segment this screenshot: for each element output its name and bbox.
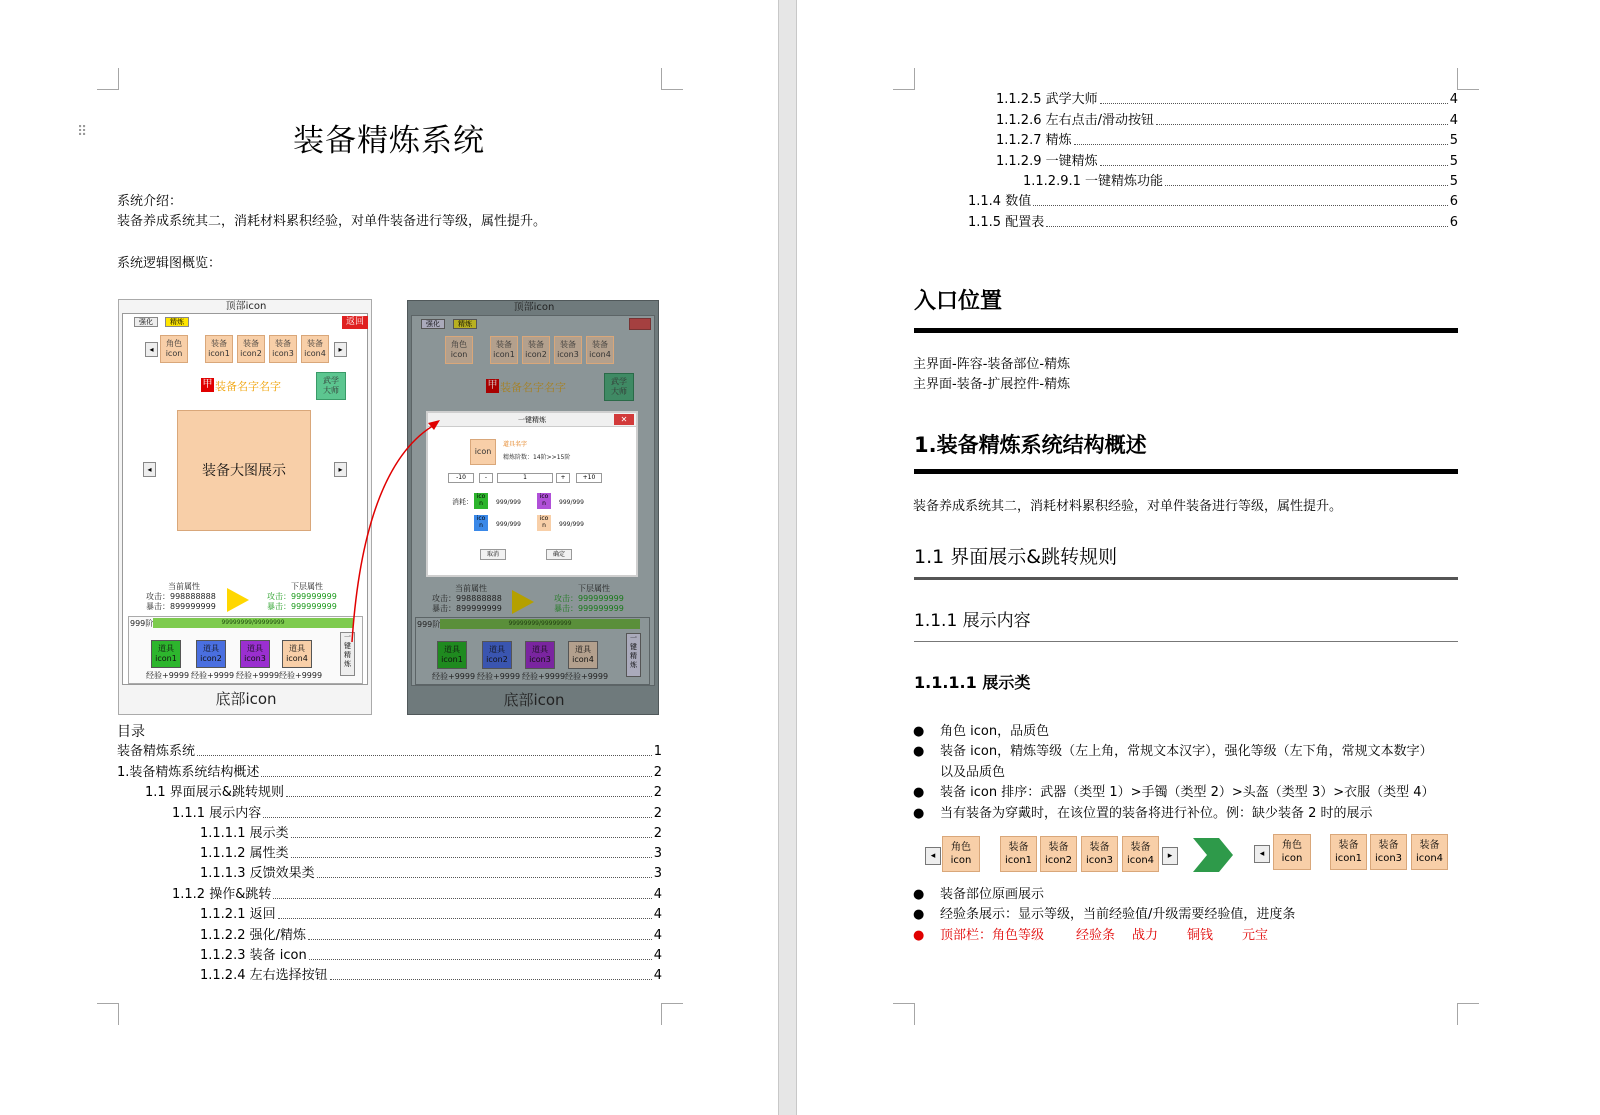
crop-mark xyxy=(893,1003,915,1025)
left-arrow-button[interactable]: ◂ xyxy=(145,342,158,357)
flow-arrow-icon xyxy=(340,410,450,650)
item-icon-4[interactable]: 道具 icon4 xyxy=(568,641,598,669)
cost-value-1: 999/999 xyxy=(496,499,521,506)
top-icon-label: 顶部icon xyxy=(513,302,555,313)
cost-item-icon-4: ico n xyxy=(537,515,551,531)
equip-icon-2[interactable]: 装备 icon2 xyxy=(237,335,265,363)
exp-plus-1: 经验+9999 xyxy=(146,671,190,680)
bullet-dot: ● xyxy=(913,744,925,759)
item-icon-1[interactable]: 道具 icon1 xyxy=(437,641,467,669)
equip-icon-3[interactable]: 装备 icon3 xyxy=(554,336,582,364)
dialog-refine-level: 精炼阶数：14阶>>15阶 xyxy=(503,454,571,461)
cost-item-icon-1: ico n xyxy=(474,493,488,509)
toc-entry[interactable]: 1.1.2.4 左右选择按钮 4 xyxy=(200,968,662,983)
bullet-dot: ● xyxy=(913,724,925,739)
exp-plus-2: 经验+9999 xyxy=(477,672,521,681)
crop-mark xyxy=(1457,1003,1479,1025)
equip-big-image: 装备大图展示 xyxy=(177,410,311,531)
equip-icon-1[interactable]: 装备 icon1 xyxy=(490,336,518,364)
crop-mark xyxy=(893,68,915,90)
toc-entry[interactable]: 1.1.1.1 展示类 2 xyxy=(200,826,662,841)
toc-entry[interactable]: 1.1.1 展示内容 2 xyxy=(172,806,662,821)
level-label: 999阶 xyxy=(417,620,441,629)
quantity-input[interactable]: 1 xyxy=(497,473,553,483)
item-icon-3[interactable]: 道具 icon3 xyxy=(525,641,555,669)
grade-badge: 甲 xyxy=(202,379,213,390)
cost-value-3: 999/999 xyxy=(496,521,521,528)
exp-progress-bar: 99999999/99999999 xyxy=(153,618,353,628)
equip-name: 装备名字名字 xyxy=(215,380,281,393)
crit-current: 暴击：899999999 xyxy=(432,604,502,613)
equip-icon-1: 装备 icon1 xyxy=(1000,836,1037,872)
bottom-icon-label: 底部icon xyxy=(503,691,565,709)
bullet-dot: ● xyxy=(913,806,925,821)
dialog-item-icon: icon xyxy=(470,439,496,465)
next-attr-label: 下层属性 xyxy=(578,584,610,593)
crit-next: 暴击：999999999 xyxy=(267,602,337,611)
heading-rule xyxy=(914,641,1458,642)
red-bullet-part: 铜钱 xyxy=(1187,928,1214,943)
cost-value-2: 999/999 xyxy=(559,499,584,506)
exp-plus-3: 经验+9999 xyxy=(522,672,566,681)
master-button[interactable]: 武学 大师 xyxy=(316,372,346,400)
item-icon-4[interactable]: 道具 icon4 xyxy=(282,640,312,668)
equip-icon-2[interactable]: 装备 icon2 xyxy=(522,336,550,364)
arrow-right-icon xyxy=(227,588,249,612)
item-icon-1[interactable]: 道具 icon1 xyxy=(151,640,181,668)
equip-icon-1[interactable]: 装备 icon1 xyxy=(205,335,233,363)
overview-label: 系统逻辑图概览： xyxy=(117,256,222,271)
level-label: 999阶 xyxy=(130,619,154,628)
dialog-title: 一键精炼 xyxy=(428,413,636,427)
exp-plus-4: 经验+9999 xyxy=(565,672,609,681)
master-button[interactable]: 武学 大师 xyxy=(604,373,634,401)
prev-equip-button[interactable]: ◂ xyxy=(143,462,156,477)
tab-refine[interactable]: 精炼 xyxy=(165,317,189,327)
equip-icon-3: 装备 icon3 xyxy=(1081,836,1118,872)
one-key-refine-button[interactable]: 一 键 精 炼 xyxy=(340,632,355,676)
grade-badge: 甲 xyxy=(487,380,498,391)
body-text: 装备养成系统其二，消耗材料累积经验，对单件装备进行等级，属性提升。 xyxy=(913,499,1343,514)
red-bullet-part: 元宝 xyxy=(1242,928,1269,943)
toc-entry[interactable]: 1.1.5 配置表 6 xyxy=(968,215,1458,230)
bullet-text: 当有装备为穿戴时，在该位置的装备将进行补位。例：缺少装备 2 时的展示 xyxy=(940,806,1373,821)
crop-mark xyxy=(661,68,683,90)
crit-next: 暴击：999999999 xyxy=(554,604,624,613)
top-icon-label: 顶部icon xyxy=(225,301,267,312)
equip-icon-3[interactable]: 装备 icon3 xyxy=(269,335,297,363)
minus-button[interactable]: - xyxy=(479,473,493,483)
red-bullet-part: 经验条 xyxy=(1076,928,1116,943)
toc-entry[interactable]: 1.1.4 数值 6 xyxy=(968,194,1458,209)
bullet-text: 装备 icon，精炼等级（左上角，常规文本汉字），强化等级（左下角，常规文本数字） xyxy=(940,744,1433,759)
cost-label: 消耗： xyxy=(452,498,473,506)
crop-mark xyxy=(97,68,119,90)
one-key-refine-dialog xyxy=(426,411,638,577)
red-bullet-part: 战力 xyxy=(1132,928,1159,943)
attack-next: 攻击：999999999 xyxy=(267,592,337,601)
item-icon-3[interactable]: 道具 icon3 xyxy=(240,640,270,668)
dialog-close-button[interactable]: ✕ xyxy=(614,414,634,425)
bullet-dot: ● xyxy=(913,887,925,902)
attack-current: 攻击：998888888 xyxy=(432,594,502,603)
right-arrow-button[interactable]: ▸ xyxy=(334,342,347,357)
heading-2: 1.1 界面展示&跳转规则 xyxy=(914,546,1118,568)
equip-icon-1: 装备 icon1 xyxy=(1330,834,1367,870)
item-icon-2[interactable]: 道具 icon2 xyxy=(482,641,512,669)
entry-line-1: 主界面-阵容-装备部位-精炼 xyxy=(913,357,1071,372)
bullet-dot: ● xyxy=(913,785,925,800)
bullet-text: 装备 icon 排序：武器（类型 1）>手镯（类型 2）>头盔（类型 3）>衣服（类型 4） xyxy=(940,785,1435,800)
equip-icon-4: 装备 icon4 xyxy=(1122,836,1159,872)
toc-entry[interactable]: 1.1.1.2 属性类 3 xyxy=(200,846,662,861)
next-equip-button[interactable]: ▸ xyxy=(334,462,347,477)
heading-4: 1.1.1.1 展示类 xyxy=(914,673,1031,692)
toc-entry[interactable]: 1.1.2.7 精炼 5 xyxy=(996,133,1458,148)
toc-entry[interactable]: 1.1 界面展示&跳转规则 2 xyxy=(145,785,662,800)
intro-label: 系统介绍： xyxy=(117,194,183,209)
role-icon: 角色 icon xyxy=(942,836,980,872)
close-icon[interactable] xyxy=(629,318,651,330)
exp-plus-4: 经验+9999 xyxy=(279,671,323,680)
heading-rule xyxy=(914,469,1458,474)
toc-entry[interactable]: 1.1.2.3 装备 icon 4 xyxy=(200,948,662,963)
tab-strengthen[interactable]: 强化 xyxy=(421,319,445,329)
plus-button[interactable]: + xyxy=(556,473,570,483)
attack-current: 攻击：998888888 xyxy=(146,592,216,601)
ok-button[interactable]: 确定 xyxy=(546,549,572,560)
tab-strengthen[interactable]: 强化 xyxy=(134,317,158,327)
red-bullet-part: 顶部栏：角色等级 xyxy=(940,928,1045,943)
bullet-dot: ● xyxy=(913,907,925,922)
role-icon: 角色 icon xyxy=(1273,834,1311,870)
bullet-text: 角色 icon，品质色 xyxy=(940,724,1050,739)
entry-line-2: 主界面-装备-扩展控件-精炼 xyxy=(913,377,1071,392)
equip-icon-4[interactable]: 装备 icon4 xyxy=(586,336,614,364)
cost-item-icon-3: ico n xyxy=(474,515,488,531)
heading-3: 1.1.1 展示内容 xyxy=(914,611,1031,631)
chevron-right-icon xyxy=(1193,838,1235,872)
current-attr-label: 当前属性 xyxy=(168,582,200,591)
equip-icon-2: 装备 icon2 xyxy=(1040,836,1077,872)
intro-text: 装备养成系统其二，消耗材料累积经验，对单件装备进行等级，属性提升。 xyxy=(117,214,547,229)
toc-entry[interactable]: 1.1.1.3 反馈效果类 3 xyxy=(200,866,662,881)
bullet-text-cont: 以及品质色 xyxy=(940,765,1006,780)
equip-icon-4: 装备 icon4 xyxy=(1411,834,1448,870)
crop-mark xyxy=(97,1003,119,1025)
bottom-icon-label: 底部icon xyxy=(215,690,277,708)
toc-entry[interactable]: 1.1.2.9 一键精炼 5 xyxy=(996,154,1458,169)
page-gutter xyxy=(778,0,797,1115)
toc-entry[interactable]: 1.1.2 操作&跳转 4 xyxy=(172,887,662,902)
ui-mockup-main xyxy=(118,299,372,715)
document-title: 装备精炼系统 xyxy=(293,123,485,159)
exp-plus-1: 经验+9999 xyxy=(432,672,476,681)
left-arrow-icon: ◂ xyxy=(1254,845,1270,863)
cancel-button[interactable]: 取消 xyxy=(480,549,506,560)
toc-title: 目录 xyxy=(117,724,145,740)
drag-handle-icon[interactable]: ⠿ xyxy=(77,124,88,140)
cost-value-4: 999/999 xyxy=(559,521,584,528)
dialog-item-name: 道具名字 xyxy=(503,441,528,448)
exp-plus-2: 经验+9999 xyxy=(191,671,235,680)
toc-entry[interactable]: 1.1.2.9.1 一键精炼功能 5 xyxy=(1023,174,1458,189)
heading-1: 1.装备精炼系统结构概述 xyxy=(914,433,1147,457)
heading-entry: 入口位置 xyxy=(914,289,1003,314)
tab-refine[interactable]: 精炼 xyxy=(453,319,477,329)
toc-entry[interactable]: 1.1.2.5 武学大师 4 xyxy=(996,92,1458,107)
exp-plus-3: 经验+9999 xyxy=(236,671,280,680)
arrow-right-icon xyxy=(512,590,534,614)
role-icon[interactable]: 角色 icon xyxy=(445,336,473,364)
item-icon-2[interactable]: 道具 icon2 xyxy=(196,640,226,668)
equip-icon-4[interactable]: 装备 icon4 xyxy=(301,335,329,363)
role-icon[interactable]: 角色 icon xyxy=(160,335,188,363)
cost-item-icon-2: ico n xyxy=(537,493,551,509)
return-button[interactable]: 返回 xyxy=(342,316,368,329)
heading-rule xyxy=(914,577,1458,580)
toc-entry[interactable]: 装备精炼系统 1 xyxy=(117,744,662,759)
exp-progress-bar: 99999999/99999999 xyxy=(440,619,640,629)
equip-name: 装备名字名字 xyxy=(500,381,566,394)
left-arrow-icon: ◂ xyxy=(925,847,941,865)
bullet-text: 经验条展示：显示等级，当前经验值/升级需要经验值，进度条 xyxy=(940,907,1296,922)
heading-rule xyxy=(914,328,1458,333)
toc-entry[interactable]: 1.1.2.6 左右点击/滑动按钮 4 xyxy=(996,113,1458,128)
plus-10-button[interactable]: +10 xyxy=(576,473,602,483)
equip-icon-3: 装备 icon3 xyxy=(1370,834,1407,870)
attack-next: 攻击：999999999 xyxy=(554,594,624,603)
bullet-text: 装备部位原画展示 xyxy=(940,887,1045,902)
crit-current: 暴击：899999999 xyxy=(146,602,216,611)
crop-mark xyxy=(661,1003,683,1025)
toc-entry[interactable]: 1.1.2.1 返回 4 xyxy=(200,907,662,922)
toc-entry[interactable]: 1.装备精炼系统结构概述 2 xyxy=(117,765,662,780)
right-arrow-icon: ▸ xyxy=(1162,847,1178,865)
document-page-1 xyxy=(0,0,778,1115)
bullet-dot: ● xyxy=(913,928,925,943)
crop-mark xyxy=(1457,68,1479,90)
one-key-refine-button[interactable]: 一 键 精 炼 xyxy=(626,633,641,677)
minus-10-button[interactable]: -10 xyxy=(448,473,474,483)
toc-entry[interactable]: 1.1.2.2 强化/精炼 4 xyxy=(200,928,662,943)
next-attr-label: 下层属性 xyxy=(291,582,323,591)
current-attr-label: 当前属性 xyxy=(455,584,487,593)
